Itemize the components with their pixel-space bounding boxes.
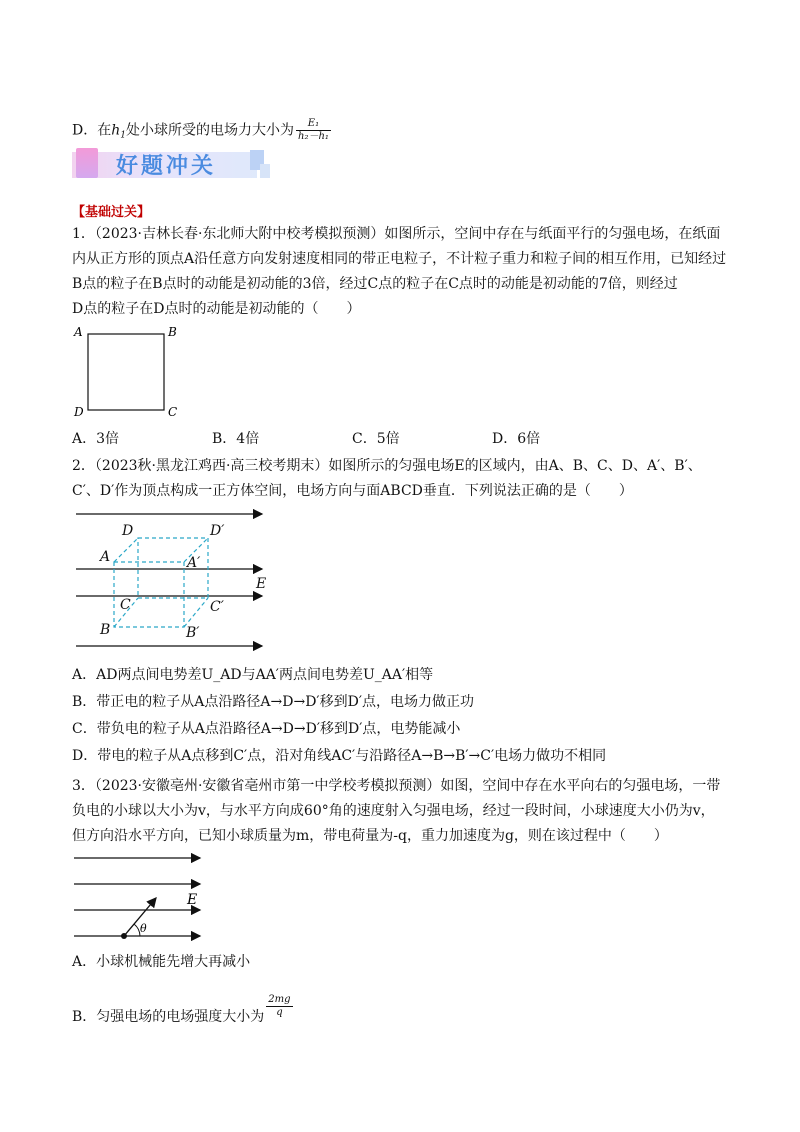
q2-line2: C′、D′作为顶点构成一正方体空间，电场方向与面ABCD垂直．下列说法正确的是（ ）: [72, 483, 633, 499]
banner-title: 好题冲关: [116, 154, 217, 179]
fraction: [296, 118, 331, 143]
label-theta: θ: [140, 922, 147, 935]
label-d: D: [122, 523, 134, 539]
label-c: C: [168, 405, 178, 419]
fraction: [266, 994, 292, 1019]
square: [88, 334, 164, 410]
q2-cube-figure: [70, 504, 280, 654]
ball: [121, 933, 127, 939]
option-text: 处小球所受的电场力大小为: [126, 122, 294, 139]
label-a-prime: A′: [187, 555, 201, 571]
section-banner: [72, 146, 272, 184]
label-a: A: [100, 549, 111, 565]
label-e: E: [256, 576, 267, 592]
frac-den: h₂－h₁: [298, 131, 329, 142]
banner-left-block: [76, 148, 98, 178]
option-label: D．在: [72, 122, 112, 139]
q1-option-a: A．3倍: [72, 431, 120, 447]
q1-option-b: B．4倍: [212, 431, 260, 447]
frac-den: q: [276, 1007, 283, 1018]
q3-line2: 负电的小球以大小为v，与水平方向成60°角的速度射入匀强电场，经过一段时间，小球速度大小仍为v，: [72, 803, 715, 819]
q2-option-c: C．带负电的粒子从A点沿路径A→D→D′移到D′点，电势能减小: [72, 721, 461, 737]
label-b-prime: B′: [186, 625, 200, 641]
var-h: h: [111, 122, 121, 139]
cube-edges: [114, 538, 208, 627]
var-sub: 1: [120, 130, 126, 141]
label-d: D: [74, 405, 84, 419]
q3-line1: 3．（2023·安徽亳州·安徽省亳州市第一中学校考模拟预测）如图，空间中存在水平向右的匀强电场，一带: [72, 778, 721, 794]
label-a: A: [74, 325, 83, 339]
label-e: E: [187, 892, 198, 908]
q1-line4: D点的粒子在D点时的动能是初动能的（ ）: [72, 301, 361, 317]
label-b: B: [168, 325, 177, 339]
q2-option-d: D．带电的粒子从A点移到C′点，沿对角线AC′与沿路径A→B→B′→C′电场力做功不相同: [72, 748, 607, 764]
q1-line2: 内从正方形的顶点A沿任意方向发射速度相同的带正电粒子，不计粒子重力和粒子间的相互作用，已知经过: [72, 251, 727, 267]
frac-num: 2mg: [268, 994, 291, 1005]
option-text: B．匀强电场的电场强度大小为: [72, 1009, 265, 1025]
label-c: C: [120, 597, 131, 613]
label-b: B: [100, 622, 111, 638]
q1-line3: B点的粒子在B点时的动能是初动能的3倍，经过C点的粒子在C点时的动能是初动能的7倍，则经过: [72, 276, 678, 292]
q1-square-figure: [70, 324, 190, 424]
q2-option-a: A．AD两点间电势差U_AD与AA′两点间电势差U_AA′相等: [72, 667, 434, 683]
q3-field-figure: [70, 852, 210, 944]
q1-option-c: C．5倍: [352, 431, 400, 447]
q3-option-a: A．小球机械能先增大再减小: [72, 954, 251, 970]
q3-line3: 但方向沿水平方向，已知小球质量为m，带电荷量为-q，重力加速度为g，则在该过程中（ ）: [72, 828, 668, 844]
frac-num: E₁: [296, 118, 331, 131]
q1-line1: 1．（2023·吉林长春·东北师大附中校考模拟预测）如图所示，空间中存在与纸面平行的匀强电场，在纸面: [72, 226, 721, 242]
section-tag: 【基础过关】: [72, 205, 151, 220]
q2-option-b: B．带正电的粒子从A点沿路径A→D→D′移到D′点，电场力做正功: [72, 694, 474, 710]
banner-right-block-small: [260, 164, 270, 178]
q3-option-b: [72, 994, 295, 1027]
q2-line1: 2．（2023秋·黑龙江鸡西·高三校考期末）如图所示的匀强电场E的区域内，由A、B、C、D、A′、B′、: [72, 458, 702, 474]
q1-option-d: D．6倍: [492, 431, 541, 447]
label-c-prime: C′: [210, 599, 224, 615]
label-d-prime: D′: [210, 523, 225, 539]
prev-option-d: [72, 118, 333, 146]
